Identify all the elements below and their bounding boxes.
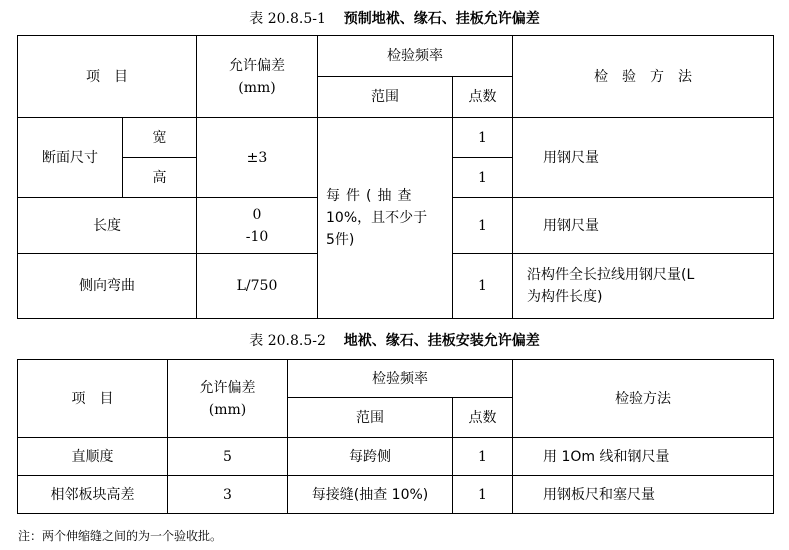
t1-section-size-label: 断面尺寸: [18, 118, 123, 198]
t1-height-points: 1: [453, 158, 513, 198]
t1-width-points: 1: [453, 118, 513, 158]
t2-row1-method: 用 1Om 线和钢尺量: [513, 438, 774, 476]
table1-caption: [0, 8, 789, 28]
t2-row2-method: 用钢板尺和塞尺量: [513, 476, 774, 514]
t1-bend-method-line2: 为构件长度): [527, 289, 603, 305]
t2-header-tolerance-unit: (mm): [208, 401, 247, 418]
t2-row2-tolerance: 3: [168, 476, 288, 514]
t1-length-points: 1: [453, 198, 513, 254]
table2-caption-title: 地袱、缘石、挂板安装允许偏差: [343, 333, 540, 349]
t1-header-frequency: 检验频率: [318, 36, 513, 77]
t1-header-method: 检 验 方 法: [513, 36, 774, 118]
table1-caption-number: 表 20.8.5-1: [249, 11, 326, 27]
t2-row2-points: 1: [453, 476, 513, 514]
t1-size-method: 用钢尺量: [513, 118, 774, 198]
t1-bend-tolerance: L/750: [197, 254, 318, 319]
t2-header-item: 项 目: [18, 360, 168, 438]
t1-length-tolerance: [197, 198, 318, 254]
t2-row1-tolerance: 5: [168, 438, 288, 476]
t1-bend-label: 侧向弯曲: [18, 254, 197, 319]
t2-row1-points: 1: [453, 438, 513, 476]
t1-bend-method: [513, 254, 774, 319]
t1-height-label: 高: [123, 158, 197, 198]
table-row: [18, 476, 774, 514]
t1-width-label: 宽: [123, 118, 197, 158]
t1-range-cell: [318, 118, 453, 319]
table2-caption-number: 表 20.8.5-2: [249, 333, 326, 349]
table1-caption-title: 预制地袱、缘石、挂板允许偏差: [343, 11, 540, 27]
t1-header-range: 范围: [318, 77, 453, 118]
t2-row2-item: 相邻板块高差: [18, 476, 168, 514]
t2-header-points: 点数: [453, 398, 513, 438]
t1-bend-method-line1: 沿构件全长拉线用钢尺量(L: [527, 267, 695, 283]
table-row: [18, 438, 774, 476]
t2-header-frequency: 检验频率: [288, 360, 513, 398]
t1-length-tolerance-upper: 0: [252, 206, 262, 223]
t1-header-item: 项 目: [18, 36, 197, 118]
t1-length-method: 用钢尺量: [513, 198, 774, 254]
t1-range-line3: 5件): [326, 232, 355, 248]
t1-length-label: 长度: [18, 198, 197, 254]
table2: [17, 359, 774, 514]
t1-header-points: 点数: [453, 77, 513, 118]
t2-header-tolerance: [168, 360, 288, 438]
t1-bend-points: 1: [453, 254, 513, 319]
t1-header-tolerance-unit: (mm): [238, 79, 276, 96]
t2-header-tolerance-label: 允许偏差: [199, 379, 256, 396]
t2-header-range: 范围: [288, 398, 453, 438]
table2-caption: [0, 330, 789, 350]
t1-range-line1: 每件(抽查: [326, 188, 418, 204]
t2-header-method: 检验方法: [513, 360, 774, 438]
t1-header-tolerance: [197, 36, 318, 118]
t2-row1-range: 每跨侧: [288, 438, 453, 476]
footnote: 注：两个伸缩缝之间的为一个验收批。: [18, 529, 223, 543]
t1-range-line2: 10%，且不少于: [326, 210, 428, 226]
table1: [17, 35, 774, 319]
t1-header-tolerance-label: 允许偏差: [229, 57, 285, 74]
t2-row2-range: 每接缝(抽查 10%): [288, 476, 453, 514]
t1-length-tolerance-lower: -10: [245, 228, 269, 245]
t2-row1-item: 直顺度: [18, 438, 168, 476]
t1-size-tolerance: ±3: [197, 118, 318, 198]
